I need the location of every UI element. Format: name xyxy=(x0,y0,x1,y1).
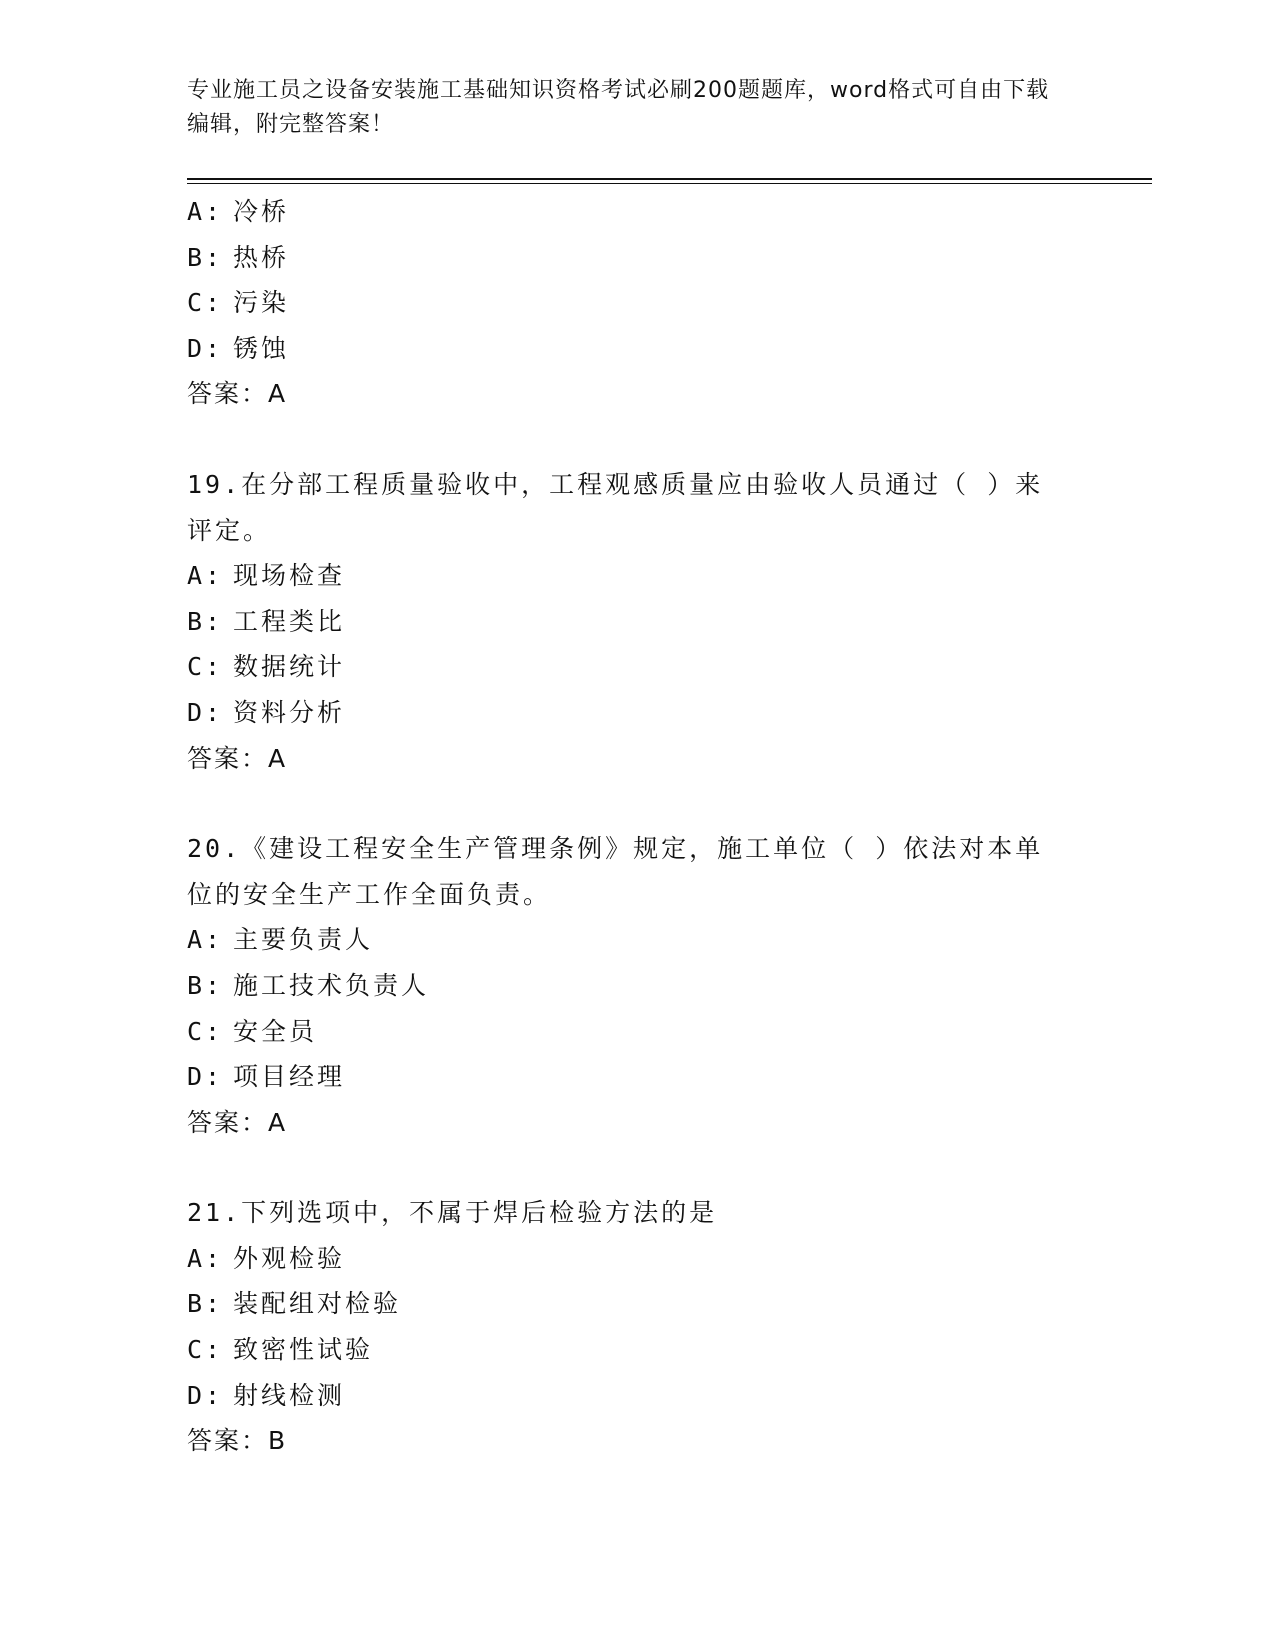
question-block-19 xyxy=(187,462,1087,781)
option-text: 射线检测 xyxy=(233,1380,346,1410)
question-block-21 xyxy=(187,1190,1087,1464)
block-spacer xyxy=(187,1145,1087,1190)
option-text: 冷桥 xyxy=(233,197,290,226)
answer-line: 答案：A xyxy=(187,379,288,409)
header-divider-thin xyxy=(187,183,1152,184)
question-content xyxy=(187,189,1087,1464)
option-c xyxy=(187,644,1087,690)
header-divider-thick xyxy=(187,178,1152,180)
option-text: 现场检查 xyxy=(233,561,346,591)
option-d xyxy=(187,690,1087,736)
option-letter: C: xyxy=(187,288,224,318)
option-b xyxy=(187,235,1087,281)
option-letter: B: xyxy=(187,1289,224,1319)
option-text: 锈蚀 xyxy=(233,333,290,363)
option-d xyxy=(187,326,1087,372)
option-letter: D: xyxy=(187,1062,224,1092)
answer-line: 答案：A xyxy=(187,1107,288,1137)
option-letter: B: xyxy=(187,970,224,1000)
option-text: 施工技术负责人 xyxy=(233,970,430,1000)
question-stem: 19.在分部工程质量验收中，工程观感质量应由验收人员通过（ ）来 xyxy=(187,469,1044,499)
option-letter: A: xyxy=(187,1243,224,1273)
block-spacer xyxy=(187,417,1087,462)
option-letter: D: xyxy=(187,333,224,363)
option-c xyxy=(187,280,1087,326)
question-stem: 评定。 xyxy=(187,515,272,545)
option-text: 外观检验 xyxy=(233,1243,346,1273)
option-a xyxy=(187,189,1087,235)
option-letter: C: xyxy=(187,1016,224,1046)
option-letter: A: xyxy=(187,197,224,226)
option-text: 数据统计 xyxy=(233,652,346,682)
option-a xyxy=(187,1236,1087,1282)
question-block-20 xyxy=(187,826,1087,1145)
option-b xyxy=(187,963,1087,1009)
option-a xyxy=(187,917,1087,963)
option-letter: C: xyxy=(187,652,224,682)
option-letter: B: xyxy=(187,606,224,636)
option-letter: D: xyxy=(187,1380,224,1410)
option-letter: A: xyxy=(187,561,224,591)
option-text: 项目经理 xyxy=(233,1062,346,1092)
option-text: 致密性试验 xyxy=(233,1335,374,1365)
option-letter: A: xyxy=(187,925,224,955)
option-d xyxy=(187,1054,1087,1100)
question-block-18 xyxy=(187,189,1087,417)
question-stem: 20.《建设工程安全生产管理条例》规定，施工单位（ ）依法对本单 xyxy=(187,834,1044,864)
option-b xyxy=(187,1281,1087,1327)
option-letter: D: xyxy=(187,697,224,727)
question-stem: 21.下列选项中，不属于焊后检验方法的是 xyxy=(187,1198,718,1228)
option-text: 资料分析 xyxy=(233,697,346,727)
answer-line: 答案：A xyxy=(187,743,288,773)
option-d xyxy=(187,1373,1087,1419)
option-c xyxy=(187,1327,1087,1373)
question-stem: 位的安全生产工作全面负责。 xyxy=(187,879,552,909)
option-text: 工程类比 xyxy=(233,606,346,636)
option-text: 污染 xyxy=(233,288,290,318)
option-a xyxy=(187,553,1087,599)
option-text: 主要负责人 xyxy=(233,925,374,955)
block-spacer xyxy=(187,781,1087,826)
page-header: 专业施工员之设备安装施工基础知识资格考试必刷200题题库，word格式可自由下载编辑，附完整答案！ xyxy=(187,78,1050,137)
option-b xyxy=(187,599,1087,645)
answer-line: 答案：B xyxy=(187,1426,288,1456)
option-letter: C: xyxy=(187,1335,224,1365)
option-c xyxy=(187,1009,1087,1055)
option-letter: B: xyxy=(187,242,224,272)
option-text: 安全员 xyxy=(233,1016,318,1046)
option-text: 热桥 xyxy=(233,242,290,272)
option-text: 装配组对检验 xyxy=(233,1289,402,1319)
